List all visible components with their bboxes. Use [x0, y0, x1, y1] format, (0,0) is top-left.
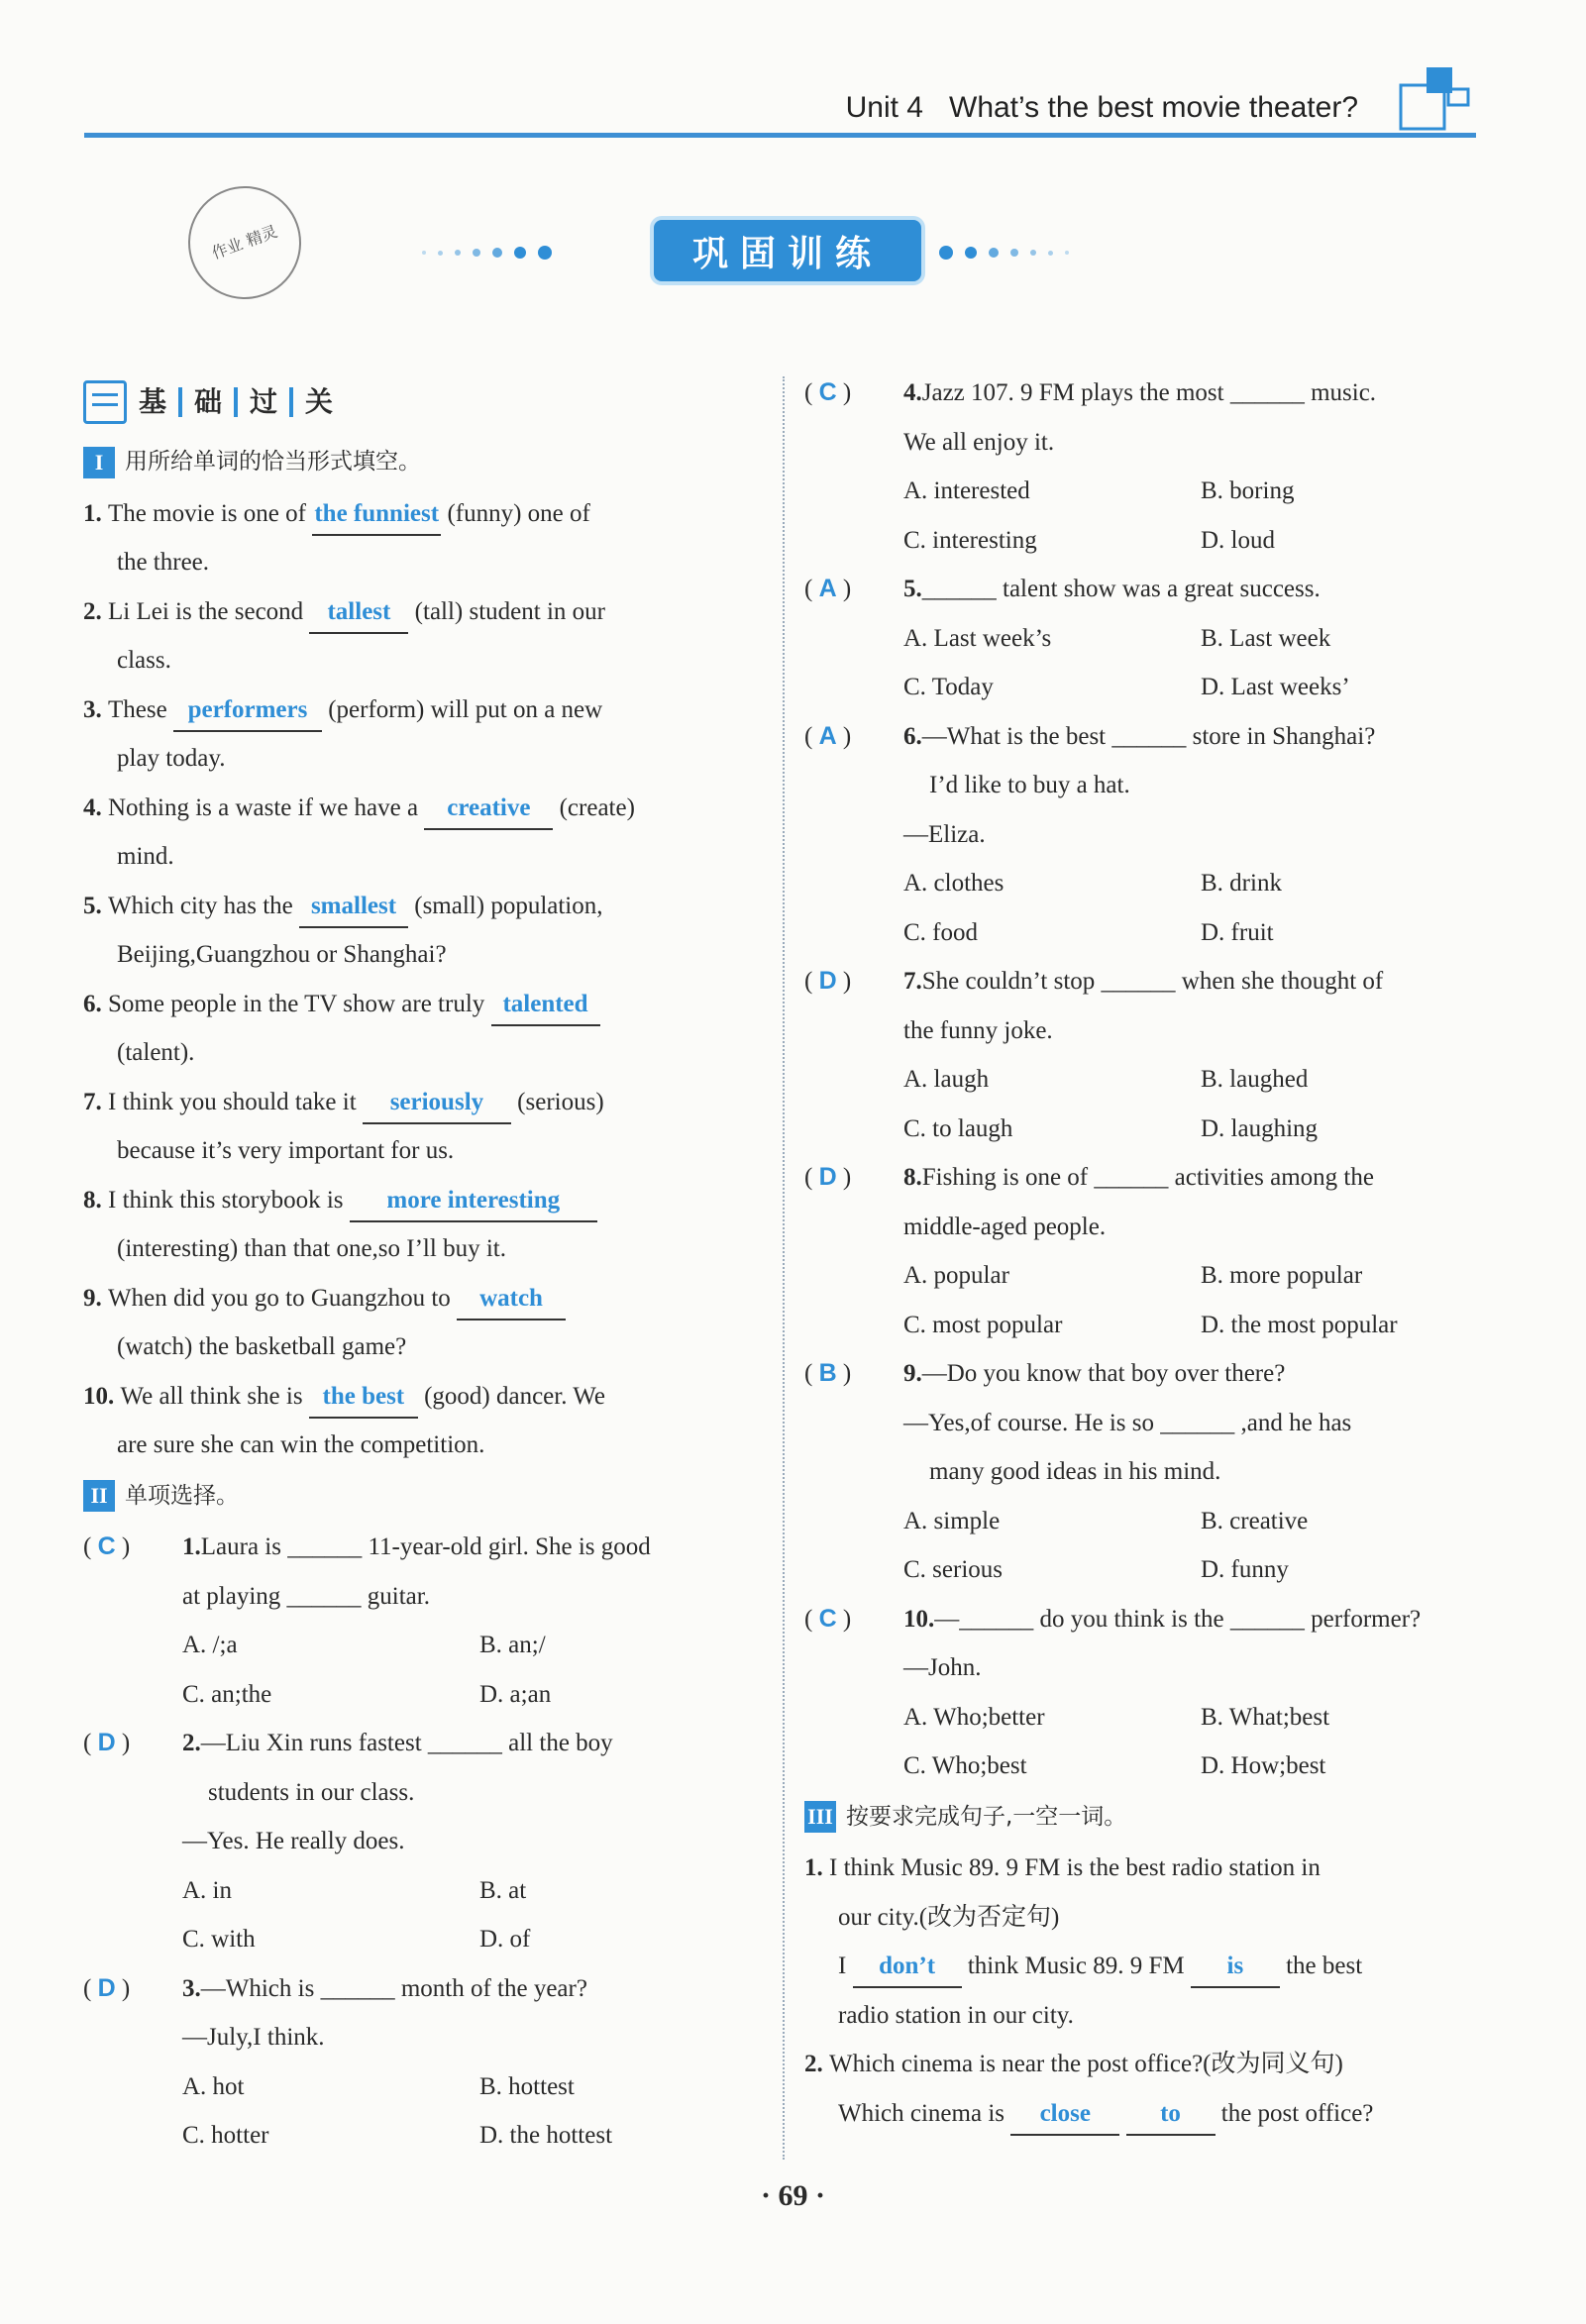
question-body: [903, 712, 1498, 958]
question-body: [182, 1964, 767, 2161]
item-continuation: are sure she can win the competition.: [117, 1431, 485, 1458]
question-body: [182, 1719, 767, 1964]
choice-question: [804, 565, 1498, 712]
answer-blank: don’t: [853, 1947, 962, 1988]
option: B. boring: [1201, 477, 1295, 504]
choice-answer: A: [818, 575, 837, 602]
rewrite-answer: [804, 2089, 1498, 2139]
question-text: —Liu Xin runs fastest ______ all the boy: [200, 1730, 613, 1756]
header-squares-icon: [1397, 63, 1476, 133]
options-row: [903, 1251, 1498, 1301]
question-line: [903, 1006, 1498, 1056]
option: B. an;/: [479, 1632, 546, 1658]
question-text: She couldn’t stop ______ when she thought of: [921, 968, 1384, 995]
answer-blank: smallest: [299, 887, 408, 928]
item-continuation: mind.: [117, 843, 174, 870]
question-text: ______ talent show was a great success.: [921, 576, 1321, 602]
option: B. more popular: [1201, 1262, 1363, 1289]
option: B. creative: [1201, 1507, 1309, 1534]
option: A. simple: [903, 1507, 1001, 1534]
choice-answer: C: [818, 378, 837, 406]
answer-blank: watch: [457, 1279, 566, 1320]
question-text: I think Music 89. 9 FM is the best radio station in: [829, 1854, 1321, 1881]
question-line: [903, 761, 1498, 810]
question-text: middle-aged people.: [903, 1213, 1107, 1240]
options-row: [903, 908, 1498, 958]
question-text: Fishing is one of ______ activities among the: [921, 1164, 1374, 1191]
choice-answer: D: [97, 1729, 116, 1756]
page-number: · 69 ·: [760, 2179, 825, 2212]
choice-answer: D: [818, 967, 837, 995]
item-continuation: play today.: [117, 745, 226, 772]
question-line: [903, 369, 1498, 418]
answer-blank: tallest: [309, 592, 408, 634]
homework-stamp: 作业 精灵: [172, 170, 317, 315]
item-number: 9.: [903, 1360, 922, 1387]
option: B. hottest: [479, 2072, 575, 2100]
choice-answer: D: [818, 1163, 837, 1191]
question-text: students in our class.: [208, 1778, 415, 1806]
part3-list: [804, 1844, 1498, 2138]
fill-item-line: [83, 784, 767, 833]
answer-blank: the best: [309, 1377, 418, 1419]
options-row: [903, 1497, 1498, 1546]
answer-paren: ( C ): [804, 1604, 852, 1633]
answer-paren: ( D ): [83, 1729, 131, 1756]
page-header: [846, 91, 1358, 125]
rewrite-question: [804, 1844, 1498, 1893]
options-row: [903, 467, 1498, 516]
option: D. of: [479, 1926, 531, 1953]
answer-paren: ( C ): [804, 378, 852, 406]
part3-heading: III 按要求完成句子,一空一词。: [804, 1793, 1498, 1843]
fill-item-line: [83, 980, 767, 1029]
question-text: —John.: [903, 1654, 982, 1681]
item-number: 3.: [182, 1974, 201, 2002]
options-row: [903, 614, 1498, 664]
option: D. a;an: [479, 1680, 552, 1708]
item-continuation: the three.: [117, 549, 210, 576]
answer-blank: talented: [491, 985, 600, 1026]
answer-paren: ( D ): [804, 967, 852, 995]
item-number: 2.: [182, 1730, 201, 1756]
choice-question: [804, 1595, 1498, 1791]
fill-item-line: [83, 1372, 767, 1422]
answer-paren: ( D ): [804, 1163, 852, 1191]
option: C. food: [903, 918, 978, 946]
option: D. the most popular: [1201, 1311, 1398, 1338]
choice-question: [804, 712, 1498, 958]
question-text: Which cinema is near the post office?(改为同义句): [829, 2051, 1343, 2077]
option: A. Last week’s: [903, 624, 1052, 652]
item-number: 7.: [903, 968, 922, 995]
question-line: [182, 2013, 767, 2062]
item-number: 4.: [83, 793, 108, 821]
question-line: [903, 957, 1498, 1006]
question-text: —Which is ______ month of the year?: [200, 1974, 587, 2002]
options-row: [903, 663, 1498, 712]
item-number: 5.: [903, 576, 922, 602]
options-row: [182, 1915, 767, 1964]
part1-heading: I 用所给单词的恰当形式填空。: [83, 438, 767, 487]
option: B. laughed: [1201, 1066, 1309, 1093]
option: A. laugh: [903, 1066, 990, 1093]
choice-answer: A: [818, 721, 837, 750]
question-line: [903, 418, 1498, 468]
item-text: (create): [553, 793, 635, 821]
options-row: [903, 516, 1498, 566]
item-text: (tall) student in our: [408, 597, 605, 625]
question-line: [903, 712, 1498, 762]
option: C. to laugh: [903, 1114, 1013, 1142]
choice-question: [83, 1964, 767, 2161]
question-body: [903, 1153, 1498, 1349]
options-row: [903, 1742, 1498, 1791]
question-line: [182, 1572, 767, 1622]
question-line: [182, 1817, 767, 1866]
item-continuation: (interesting) than that one,so I’ll buy it.: [117, 1235, 506, 1262]
item-text: We all think she is: [120, 1382, 309, 1410]
question-body: [182, 1523, 767, 1719]
choice-question: [83, 1523, 767, 1719]
options-row: [182, 1670, 767, 1720]
question-line: [182, 1719, 767, 1768]
question-body: [903, 1349, 1498, 1595]
options-row: [182, 2062, 767, 2112]
question-text: many good ideas in his mind.: [929, 1458, 1221, 1485]
item-continuation: class.: [117, 647, 171, 674]
question-line: [903, 1643, 1498, 1693]
fill-item-line: [83, 587, 767, 637]
fill-item: [83, 882, 767, 980]
header-title: What’s the best movie theater?: [949, 91, 1358, 124]
option: A. Who;better: [903, 1703, 1045, 1731]
answer-blank: seriously: [363, 1083, 511, 1124]
option: C. interesting: [903, 526, 1037, 554]
fill-item: [83, 587, 767, 686]
option: B. at: [479, 1876, 527, 1904]
part2-right-list: [804, 369, 1498, 1791]
item-text: I think this storybook is: [108, 1186, 350, 1214]
question-text: Laura is ______ 11-year-old girl. She is good: [200, 1533, 651, 1560]
header-unit: Unit 4: [845, 91, 923, 124]
option: C. with: [182, 1926, 256, 1953]
question-body: [903, 369, 1498, 565]
choice-question: [804, 369, 1498, 565]
option: D. How;best: [1201, 1752, 1326, 1779]
question-line: [182, 1964, 767, 2014]
part2-heading: II 单项选择。: [83, 1472, 767, 1522]
question-body: [903, 1595, 1498, 1791]
item-number: 7.: [83, 1088, 108, 1115]
fill-item: [83, 1176, 767, 1274]
item-number: 1.: [182, 1533, 201, 1560]
answer-continuation: radio station in our city.: [838, 2001, 1074, 2029]
choice-answer: B: [818, 1359, 837, 1387]
option: C. most popular: [903, 1311, 1063, 1338]
option: C. an;the: [182, 1680, 272, 1708]
question-text: the funny joke.: [903, 1016, 1053, 1044]
option: D. laughing: [1201, 1114, 1319, 1142]
option: C. Today: [903, 674, 994, 700]
section-banner: [654, 220, 921, 281]
option: A. /;a: [182, 1632, 238, 1658]
choice-question: [804, 1153, 1498, 1349]
options-row: [903, 1105, 1498, 1154]
fill-item-line: [83, 489, 767, 539]
option: C. Who;best: [903, 1752, 1027, 1779]
question-line: [903, 1595, 1498, 1644]
choice-answer: C: [97, 1532, 116, 1560]
rewrite-item: [804, 2040, 1498, 2138]
item-text: When did you go to Guangzhou to: [108, 1284, 458, 1312]
question-text: —Yes,of course. He is so ______ ,and he has: [903, 1409, 1352, 1436]
option: B. What;best: [1201, 1703, 1330, 1731]
item-number: 8.: [903, 1164, 922, 1191]
item-number: 10.: [903, 1605, 935, 1633]
item-number: 2.: [83, 597, 108, 625]
item-continuation: Beijing,Guangzhou or Shanghai?: [117, 941, 447, 968]
answer-blank: performers: [173, 690, 322, 732]
item-number: 6.: [83, 990, 108, 1017]
item-continuation: (talent).: [117, 1039, 195, 1066]
options-row: [182, 2111, 767, 2161]
option: D. Last weeks’: [1201, 674, 1350, 700]
answer-paren: ( A ): [804, 721, 852, 750]
choice-answer: D: [97, 1973, 116, 2002]
answer-blank: the funniest: [312, 494, 441, 536]
question-text: —Do you know that boy over there?: [921, 1360, 1286, 1387]
choice-answer: C: [818, 1604, 837, 1633]
answer-paren: ( C ): [83, 1532, 131, 1560]
item-number: 1.: [83, 499, 108, 527]
option: A. popular: [903, 1262, 1009, 1289]
question-line: [903, 1203, 1498, 1252]
item-number: 10.: [83, 1382, 121, 1410]
answer-text: the best: [1279, 1953, 1363, 1979]
fill-item-line: [83, 686, 767, 735]
item-text: The movie is one of: [108, 499, 313, 527]
answer-paren: ( B ): [804, 1359, 852, 1387]
question-text: —______ do you think is the ______ performer?: [934, 1605, 1422, 1633]
question-body: [903, 565, 1498, 712]
options-row: [903, 1301, 1498, 1350]
option: A. hot: [182, 2072, 245, 2100]
question-text: at playing ______ guitar.: [182, 1582, 430, 1610]
fill-item: [83, 980, 767, 1078]
question-line: [903, 1447, 1498, 1497]
options-row: [903, 859, 1498, 908]
column-divider: [783, 376, 785, 2160]
question-body: [903, 957, 1498, 1153]
question-line: [903, 565, 1498, 614]
question-line: [903, 1399, 1498, 1448]
question-text: Jazz 107. 9 FM plays the most ______ music.: [921, 379, 1377, 406]
item-text: (perform) will put on a new: [321, 695, 603, 723]
answer-blank: close: [1010, 2094, 1119, 2136]
banner-dots-right: [933, 244, 1075, 258]
fill-item-line: [83, 1078, 767, 1127]
options-row: [903, 1693, 1498, 1743]
option: B. Last week: [1201, 624, 1331, 652]
question-line: [182, 1523, 767, 1572]
option: D. funny: [1201, 1556, 1289, 1583]
answer-text: I: [838, 1953, 853, 1979]
header-rule: [84, 133, 1476, 138]
fill-item: [83, 1372, 767, 1470]
question-text: —July,I think.: [182, 2024, 325, 2051]
part2-left-list: [83, 1523, 767, 2161]
item-number: 5.: [83, 892, 108, 919]
item-text: Some people in the TV show are truly: [108, 990, 491, 1017]
item-text: Li Lei is the second: [108, 597, 310, 625]
item-text: (good) dancer. We: [417, 1382, 605, 1410]
fill-item-line: [83, 882, 767, 931]
item-number: 9.: [83, 1284, 108, 1312]
question-line: [903, 1349, 1498, 1399]
answer-blank: to: [1126, 2094, 1216, 2136]
fill-item: [83, 489, 767, 587]
option: D. the hottest: [479, 2122, 613, 2149]
item-continuation: (watch) the basketball game?: [117, 1333, 407, 1360]
banner-title: 巩固训练: [691, 233, 883, 274]
item-text: Which city has the: [108, 892, 299, 919]
item-text: (serious): [510, 1088, 604, 1115]
option: A. in: [182, 1876, 232, 1904]
item-text: (small) population,: [408, 892, 603, 919]
item-number: 1.: [804, 1854, 829, 1881]
item-number: 8.: [83, 1186, 108, 1214]
left-column: [83, 376, 767, 2161]
question-text: I’d like to buy a hat.: [929, 772, 1130, 798]
fill-item: [83, 1274, 767, 1372]
fill-item: [83, 686, 767, 784]
options-row: [182, 1866, 767, 1916]
question-text: We all enjoy it.: [903, 428, 1055, 456]
rewrite-answer: [804, 1942, 1498, 1991]
item-text: Nothing is a waste if we have a: [108, 793, 425, 821]
banner-dots-left: [416, 244, 558, 258]
option: D. loud: [1201, 526, 1275, 554]
answer-blank: creative: [424, 789, 553, 830]
item-number: 2.: [804, 2051, 829, 2077]
answer-paren: ( A ): [804, 575, 852, 602]
answer-blank: is: [1191, 1947, 1280, 1988]
question-text: —Eliza.: [903, 820, 986, 848]
question-text: —Yes. He really does.: [182, 1828, 405, 1854]
option: A. clothes: [903, 870, 1004, 897]
item-number: 4.: [903, 379, 922, 406]
option: B. drink: [1201, 870, 1282, 897]
notebook-icon: [83, 380, 127, 424]
rewrite-question: [804, 2040, 1498, 2089]
question-text: —What is the best ______ store in Shanghai?: [921, 722, 1376, 750]
choice-question: [804, 957, 1498, 1153]
answer-text: Which cinema is: [838, 2099, 1011, 2127]
item-continuation: because it’s very important for us.: [117, 1137, 455, 1164]
part1-list: [83, 489, 767, 1470]
answer-paren: ( D ): [83, 1973, 131, 2002]
rewrite-item: [804, 1844, 1498, 2040]
question-line: [903, 810, 1498, 860]
fill-item-line: [83, 1274, 767, 1323]
section-title: 基 础 过 关: [83, 376, 767, 428]
options-row: [182, 1621, 767, 1670]
answer-text: think Music 89. 9 FM: [961, 1953, 1191, 1979]
item-text: I think you should take it: [108, 1088, 363, 1115]
option: A. interested: [903, 477, 1030, 504]
item-number: 3.: [83, 695, 108, 723]
question-line: [182, 1768, 767, 1818]
item-number: 6.: [903, 722, 922, 750]
question-line: [903, 1153, 1498, 1203]
right-column: [804, 369, 1498, 2138]
options-row: [903, 1055, 1498, 1105]
item-text: (funny) one of: [441, 499, 590, 527]
choice-question: [83, 1719, 767, 1964]
options-row: [903, 1545, 1498, 1595]
fill-item: [83, 1078, 767, 1176]
option: C. hotter: [182, 2122, 269, 2149]
option: C. serious: [903, 1556, 1003, 1583]
item-text: These: [108, 695, 173, 723]
fill-item: [83, 784, 767, 882]
choice-question: [804, 1349, 1498, 1595]
option: D. fruit: [1201, 918, 1274, 946]
answer-text: the post office?: [1215, 2099, 1374, 2127]
fill-item-line: [83, 1176, 767, 1225]
answer-blank: more interesting: [350, 1181, 597, 1222]
question-continuation: our city.(改为否定句): [838, 1903, 1060, 1931]
